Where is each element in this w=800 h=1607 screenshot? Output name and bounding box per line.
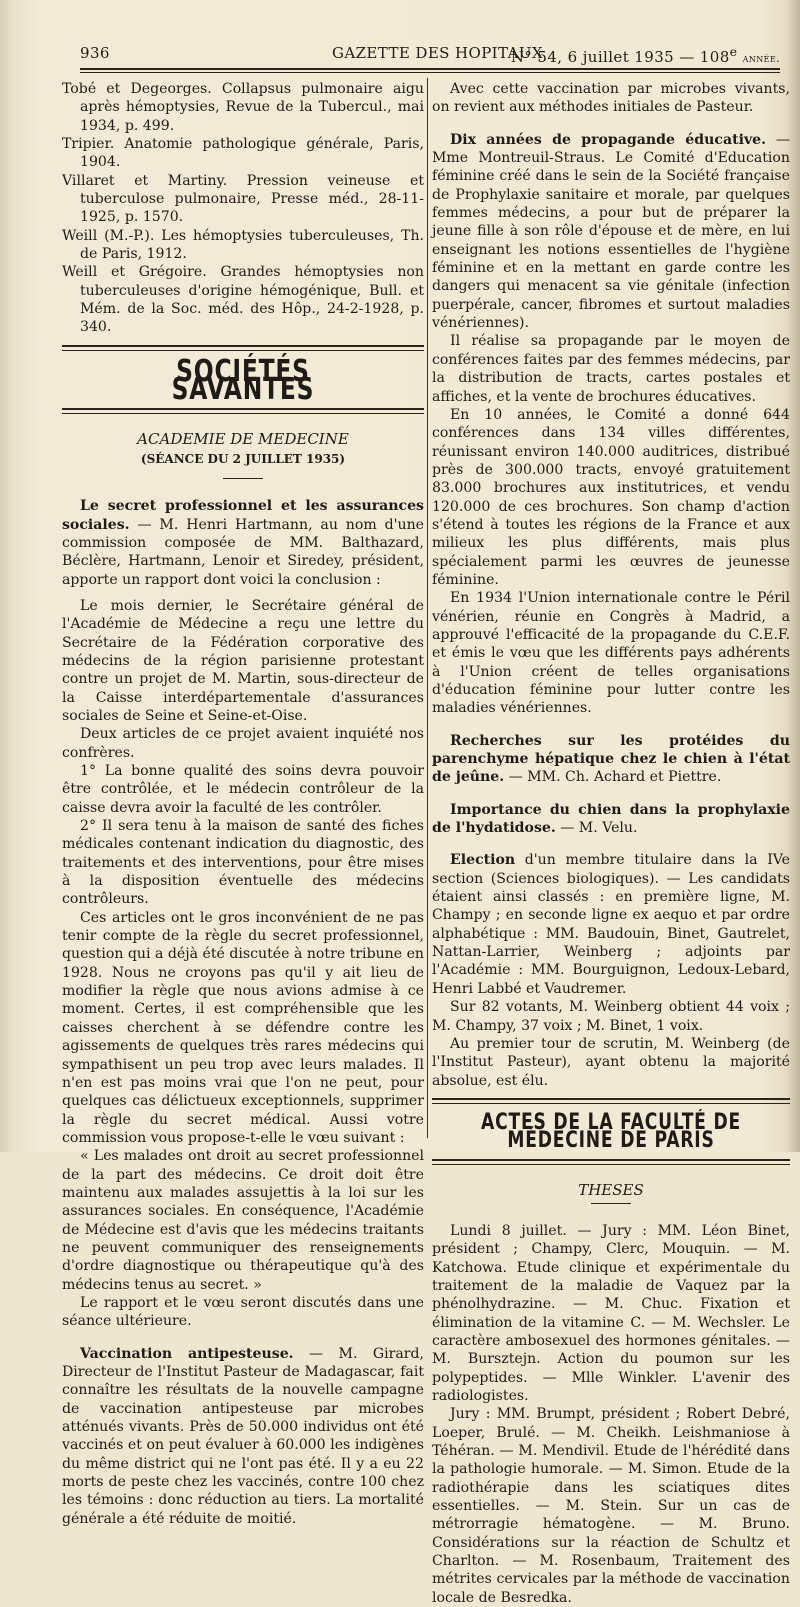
article-paragraph: Recherches sur les protéides du parenchyme hépatique chez le chien à l'état de jeûne. — MM. Ch. Achard et Piettre. [432, 732, 790, 786]
left-column [62, 80, 424, 1528]
article-paragraph: 2° Il sera tenu à la maison de santé des fiches médicales contenant indication du diagnostic, des traitements et des interventions, pour être mises à la disposition éventuelle des médecins contrôleurs. [62, 818, 424, 908]
short-rule [223, 478, 263, 479]
section-rule [432, 1098, 790, 1104]
article-paragraph: Au premier tour de scrutin, M. Weinberg (de l'Institut Pasteur), ayant obtenu la majorité absolue, est élu. [432, 1035, 790, 1089]
article-paragraph: En 1934 l'Union internationale contre le Péril vénérien, réunie en Congrès à Madrid, a approuvé l'efficacité de la propagande du C.E.F. et émis le vœu que les différents pays adhérents à l'Union créent de telles organisations d'éducation féminine pour lutter contre les maladies vénériennes. [432, 590, 790, 717]
article-paragraph: Avec cette vaccination par microbes vivants, on revient aux méthodes initiales de Pasteur. [432, 81, 790, 116]
session-date: (SÉANCE DU 2 JUILLET 1935) [140, 451, 346, 466]
section-title: SOCIÉTÉS SAVANTES [171, 353, 315, 408]
right-column [432, 80, 790, 1607]
academy-title: ACADEMIE DE MEDECINE [137, 429, 349, 448]
short-rule [591, 1203, 631, 1204]
theses-title: THESES [578, 1180, 644, 1199]
article-paragraph: Sur 82 votants, M. Weinberg obtient 44 voix ; M. Champy, 37 voix ; M. Binet, 1 voix. [432, 999, 790, 1034]
article-heading: Le secret professionnel et les assurances sociales. [62, 498, 424, 533]
column-divider [427, 78, 428, 1138]
article-paragraph: En 10 années, le Comité a donné 644 conférences dans 134 villes différentes, réunissant environ 140.000 auditrices, distribué près de 300.000 tracts, envoyé gratuitement 83.000 brochures aux institutrices, et vendu 120.000 de ces brochures. Son champ d'action s'étend à toutes les régions de la France et aux milieux les plus différents, mais plus spécialement parmi les œuvres de jeunesse féminine. [432, 406, 790, 588]
section-rule [62, 408, 424, 414]
article-paragraph: Jury : MM. Brumpt, président ; Robert Debré, Loeper, Brulé. — M. Cheikh. Leishmaniose à Téhéran. — M. Mendivil. Etude de l'hérédité dans la pathologie humorale. — M. Simon. Etude de la radiothérapie dans les sciatiques dites essentielles. — M. Stein. Sur un cas de métrorragie hématogène. — M. Bruno. Considérations sur la réaction de Schultz et Charlton. — M. Rosenbaum, Traitement des métrites cervicales par la méthode de vaccination locale de Besredka. [432, 1406, 790, 1606]
article-paragraph: Dix années de propagande éducative. — Mme Montreuil-Straus. Le Comité d'Education féminine créé dans le sein de la Société française de Prophylaxie sanitaire et morale, par quelques femmes médecins, a pour but de préparer la jeune fille à son rôle d'épouse et de mère, en lui enseignant les notions essentielles de l'hygiène féminine et en la mettant en garde contre les dangers qui menacent sa vie génitale (infection puerpérale, cancer, fibromes et surtout maladies vénériennes). [432, 131, 791, 332]
article-paragraph: Lundi 8 juillet. — Jury : MM. Léon Binet, président ; Champy, Clerc, Mouquin. — M. Katchowa. Etude clinique et expérimentale du traitement de la maladie de Vaquez par la phénolhydrazine. — M. Chuc. Fixation et élimination de la vitamine C. — M. Wechsler. Le caractère ambosexuel des hormones génitales. — M. Bursztejn. Action du poumon sur les polypeptides. — Mlle Winkler. L'avenir des radiologistes. [432, 1222, 790, 1404]
article-heading: Vaccination antipesteuse. [80, 1345, 294, 1362]
reference: Tripier. Anatomie pathologique générale, Paris, 1904. [62, 136, 424, 171]
reference: Tobé et Degeorges. Collapsus pulmonaire aigu après hémoptysies, Revue de la Tubercul., mai 1934, p. 499. [62, 81, 424, 134]
section-title: ACTES DE LA FACULTÉ DE MÉDECINE DE PARIS [481, 1109, 741, 1154]
page-number: 936 [80, 44, 110, 62]
article-heading: Election [450, 852, 516, 869]
reference: Weill et Grégoire. Grandes hémoptysies non tuberculeuses d'origine hémogénique, Bull. et Mém. de la Soc. méd. des Hôp., 24-2-1928, p. 340. [62, 264, 424, 336]
article-paragraph: Deux articles de ce projet avaient inquiété nos confrères. [62, 726, 424, 761]
header-rule-thin [80, 72, 780, 73]
article-paragraph: Le rapport et le vœu seront discutés dans une séance ultérieure. [62, 1294, 424, 1330]
section-rule [62, 345, 424, 351]
article-paragraph: Election d'un membre titulaire dans la IVe section (Sciences biologiques). — Les candidats étaient ainsi classés : en première ligne, M. Champy ; en seconde ligne ex aequo et par ordre alphabétique : MM. Baudouin, Binet, Gautrelet, Nattan-Larrier, Weinberg ; adjoints par l'Académie : MM. Bourguignon, Ledoux-Lebard, Henri Labbé et Vaudremer. [432, 852, 790, 997]
article-paragraph: Il réalise sa propagande par le moyen de conférences faites par des femmes médecins, par la distribution de tracts, cartes postales et affiches, et la vente de brochures éducatives. [432, 333, 790, 405]
issue-info: N° 54, 6 juillet 1935 — 108e année. [510, 44, 780, 66]
journal-title: GAZETTE DES HOPITAUX [332, 44, 543, 62]
reference: Villaret et Martiny. Pression veineuse et tuberculose pulmonaire, Presse méd., 28-11-1925, p. 1570. [62, 172, 424, 226]
header-rule [80, 68, 780, 70]
article-paragraph: 1° La bonne qualité des soins devra pouvoir être contrôlée, et le médecin contrôleur de la caisse devra avoir la faculté de les contrôler. [62, 763, 424, 816]
article-heading: Recherches sur les protéides du parenchyme hépatique chez le chien à l'état de jeûne. [432, 732, 790, 786]
article-heading: Dix années de propagande éducative. [450, 131, 767, 148]
article-heading: Importance du chien dans la prophylaxie de l'hydatidose. [432, 801, 790, 837]
article-paragraph: Ces articles ont le gros inconvénient de ne pas tenir compte de la règle du secret professionnel, question qui a déjà été discutée à notre tribune en 1928. Nous ne croyons pas qu'il y ait lieu de modifier la règle que nous avions admise à ce moment. Certes, il est compréhensible que les caisses cherchent à se défendre contre les agissements de quelques très rares médecins qui sympathisent un peu trop avec leurs malades. Il n'en est pas moins vrai que l'on ne peut, pour quelques cas délictueux exceptionnels, supprimer la règle du secret médical. Aussi votre commission vous propose-t-elle le vœu suivant : [62, 909, 424, 1146]
article-paragraph: Importance du chien dans la prophylaxie de l'hydatidose. — M. Velu. [432, 801, 790, 837]
page-header [80, 40, 780, 66]
article-paragraph: Le mois dernier, le Secrétaire général de l'Académie de Médecine a reçu une lettre du Secrétaire de la Fédération corporative des médecins de la région parisienne protestant contre un projet de M. Martin, sous-directeur de la Caisse interdépartementale d'assurances sociales de Seine et Seine-et-Oise. [62, 597, 424, 724]
reference: Weill (M.-P.). Les hémoptysies tuberculeuses, Th. de Paris, 1912. [62, 227, 424, 263]
article-paragraph: Vaccination antipesteuse. — M. Girard, Directeur de l'Institut Pasteur de Madagascar, fait connaître les résultats de la nouvelle campagne de vaccination antipesteuse par microbes atténués vivants. Près de 50.000 individus ont été vaccinés et on peut évaluer à 60.000 les indigènes du même district qui ne l'ont pas été. Il y a eu 22 morts de peste chez les vaccinés, contre 100 chez les témoins : donc réduction au tiers. La mortalité générale a été réduite de moitié. [62, 1345, 425, 1527]
section-rule [432, 1159, 790, 1165]
article-paragraph: « Les malades ont droit au secret professionnel de la part des médecins. Ce droit doit être maintenu aux malades assujettis à la loi sur les assurances sociales. En conséquence, l'Académie de Médecine est d'avis que les médecins traitants ne peuvent communiquer des renseignements d'ordre diagnostique ou thérapeutique qu'à des médecins tenus au secret. » [62, 1148, 424, 1293]
article-paragraph: Le secret professionnel et les assurances sociales. — M. Henri Hartmann, au nom d'une commission composée de MM. Balthazard, Béclère, Hartmann, Lenoir et Siredey, président, apporte un rapport dont voici la conclusion : [62, 498, 424, 588]
